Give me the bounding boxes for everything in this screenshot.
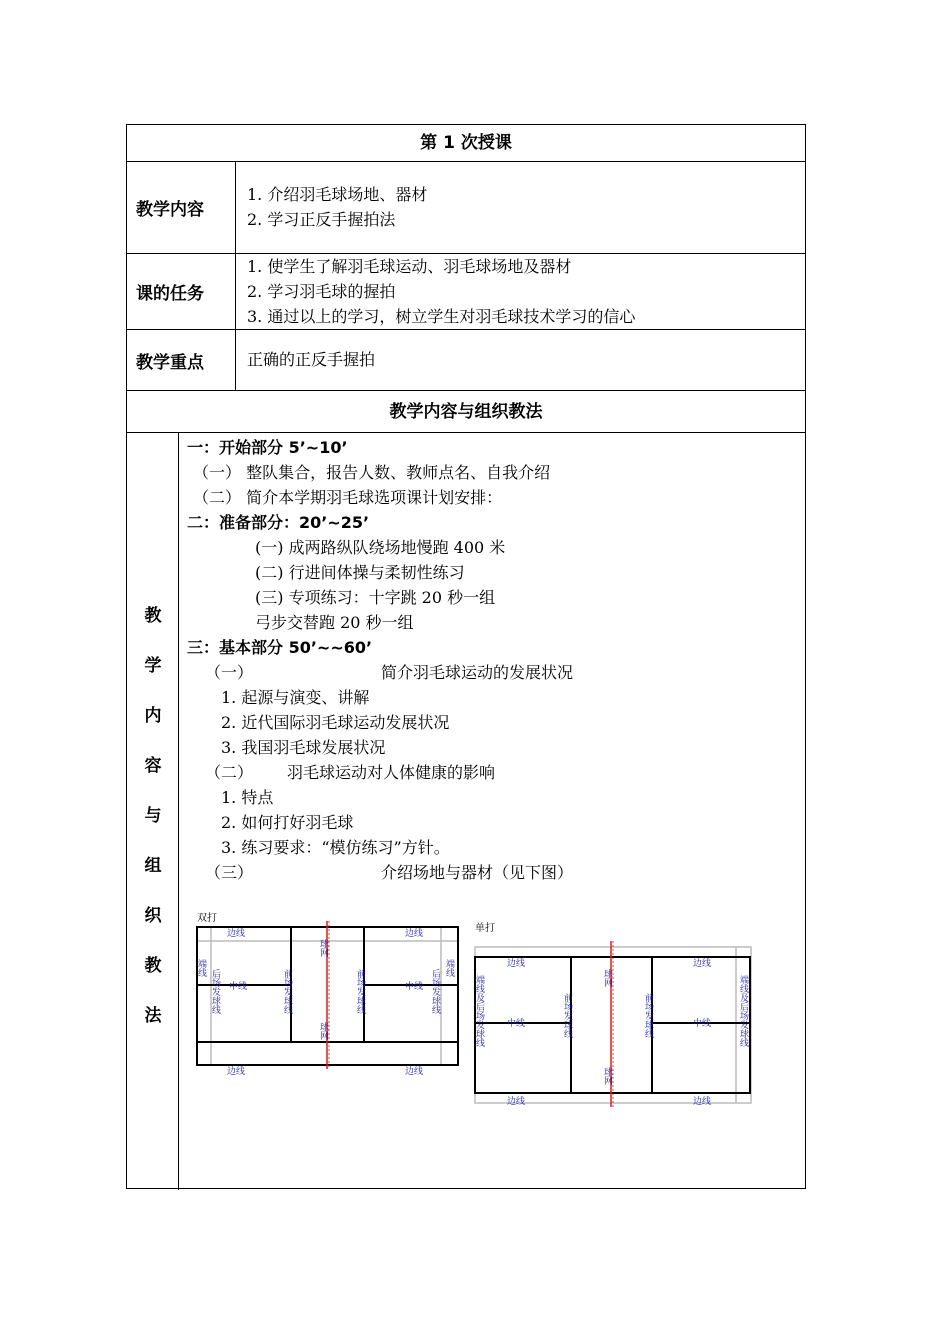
header-row [127, 125, 805, 162]
lesson-title: 第 1 次授课 [420, 133, 512, 153]
subsection-title: 简介羽毛球运动的发展状况 [381, 663, 574, 682]
row-label: 教学内容 [127, 162, 236, 253]
vertical-char: 教 [144, 956, 162, 976]
list-item: 1. 介绍羽毛球场地、器材 [247, 185, 428, 204]
lesson-tasks-row [127, 254, 805, 330]
sideline-label: 边线 [405, 929, 424, 939]
body-content [187, 435, 574, 885]
section-heading: 三：基本部分 50’~~60’ [187, 638, 373, 657]
diagram-title: 单打 [475, 923, 495, 934]
sideline-label: 边线 [507, 1097, 526, 1107]
list-item: 3. 我国羽毛球发展状况 [221, 738, 386, 757]
section-title: 教学内容与组织教法 [389, 402, 543, 422]
net-label: 球网 [318, 1022, 328, 1040]
centerline-label: 中线 [693, 1019, 712, 1029]
subsection-heading [187, 660, 574, 685]
subsection-heading [187, 860, 574, 885]
subsection-number: （一） [205, 663, 254, 682]
list-item: （二） 简介本学期羽毛球选项课计划安排： [193, 488, 503, 507]
list-item: 1. 起源与演变、讲解 [221, 688, 370, 707]
list-item: 2. 学习羽毛球的握拍 [247, 282, 396, 301]
net-label: 球网 [602, 1067, 612, 1085]
subsection-number: （三） [205, 863, 254, 882]
net-label: 球网 [318, 939, 328, 957]
sideline-label: 边线 [227, 929, 246, 939]
centerline-label: 中线 [405, 982, 424, 992]
section-heading: 一：开始部分 5’~10’ [187, 438, 348, 457]
vertical-char: 容 [144, 756, 162, 776]
list-item: 弓步交替跑 20 秒一组 [255, 613, 414, 632]
section-heading: 二：准备部分：20’~25’ [187, 513, 370, 532]
vertical-char: 组 [144, 856, 162, 876]
subsection-heading [187, 760, 544, 785]
list-item: 3. 通过以上的学习，树立学生对羽毛球技术学习的信心 [247, 307, 636, 326]
key-point-row [127, 330, 805, 391]
subsection-title: 羽毛球运动对人体健康的影响 [287, 763, 496, 782]
net-label: 球网 [602, 969, 612, 987]
vertical-label [127, 433, 179, 1190]
diagram-title: 双打 [197, 913, 217, 924]
subsection-number: （二） [205, 763, 254, 782]
section-title-row [127, 391, 805, 433]
subsection-title: 介绍场地与器材（见下图） [381, 863, 574, 882]
short-service-line-label: 前场发球线 [562, 993, 572, 1038]
list-item: 1. 特点 [221, 788, 274, 807]
list-item: 2. 如何打好羽毛球 [221, 813, 354, 832]
short-service-line-label: 前场发球线 [643, 993, 653, 1038]
vertical-char: 教 [144, 606, 162, 626]
baseline-label: 端线及后场发球线 [738, 975, 748, 1047]
vertical-char: 法 [144, 1006, 162, 1026]
list-item: (三) 专项练习：十字跳 20 秒一组 [255, 588, 496, 607]
baseline-label: 端线 [444, 959, 454, 977]
list-item: (一) 成两路纵队绕场地慢跑 400 米 [255, 538, 506, 557]
centerline-label: 中线 [229, 982, 248, 992]
vertical-char: 与 [144, 806, 162, 826]
sideline-label: 边线 [693, 959, 712, 969]
list-item: (二) 行进间体操与柔韧性练习 [255, 563, 465, 582]
singles-court-diagram [471, 913, 761, 1148]
list-item: 正确的正反手握拍 [247, 350, 376, 369]
row-content [247, 254, 635, 329]
body-row [127, 433, 805, 1190]
sideline-label: 边线 [405, 1067, 424, 1077]
row-content [247, 347, 375, 372]
sideline-label: 边线 [227, 1067, 246, 1077]
short-service-line-label: 前场发球线 [282, 969, 292, 1014]
long-service-line-label: 后场发球线 [430, 969, 440, 1014]
row-label: 教学重点 [127, 330, 236, 390]
vertical-char: 织 [144, 906, 162, 926]
baseline-label: 端线 [196, 959, 206, 977]
list-item: 2. 近代国际羽毛球运动发展状况 [221, 713, 450, 732]
sideline-label: 边线 [693, 1097, 712, 1107]
long-service-line-label: 后场发球线 [210, 969, 220, 1014]
vertical-char: 内 [144, 706, 162, 726]
sideline-label: 边线 [507, 959, 526, 969]
centerline-label: 中线 [507, 1019, 526, 1029]
doubles-court-diagram [193, 907, 463, 1147]
teaching-content-row [127, 162, 805, 254]
row-label: 课的任务 [127, 254, 236, 329]
row-content [247, 182, 427, 232]
list-item: 3. 练习要求：“模仿练习”方针。 [221, 838, 450, 857]
list-item: 1. 使学生了解羽毛球运动、羽毛球场地及器材 [247, 257, 572, 276]
short-service-line-label: 前场发球线 [355, 969, 365, 1014]
baseline-label: 端线及后场发球线 [474, 975, 484, 1047]
lesson-plan-table [126, 124, 806, 1189]
list-item: （一） 整队集合，报告人数、教师点名、自我介绍 [193, 463, 551, 482]
list-item: 2. 学习正反手握拍法 [247, 210, 396, 229]
vertical-char: 学 [144, 656, 162, 676]
